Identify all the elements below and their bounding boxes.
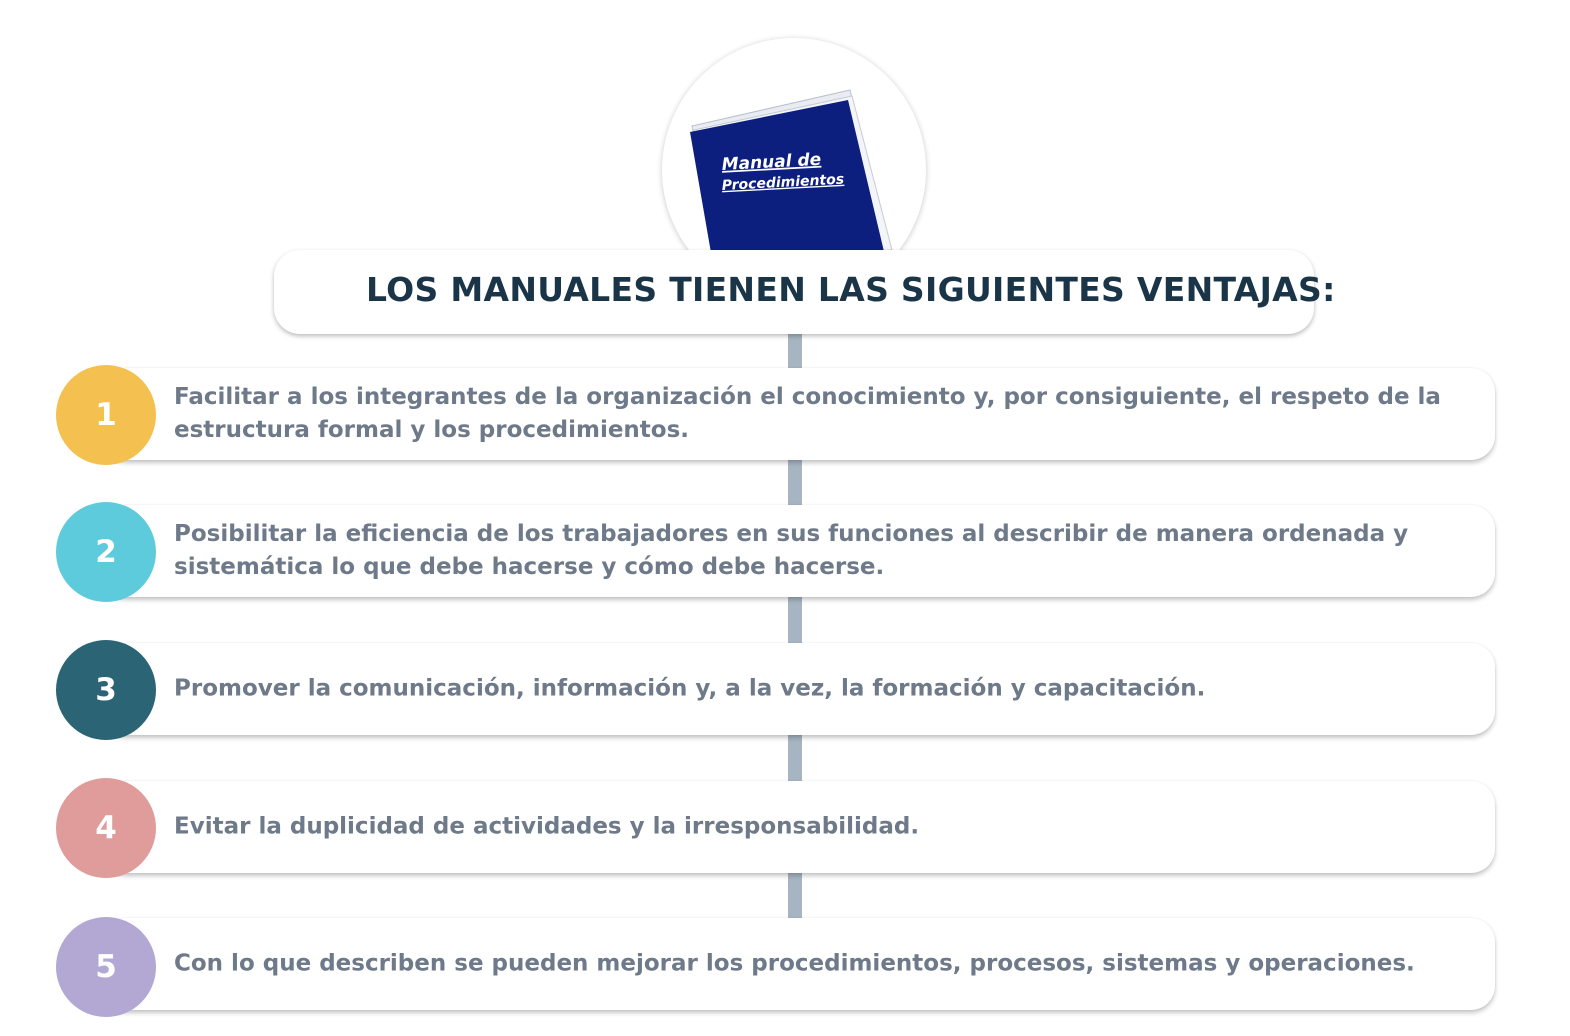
- advantage-text-3: Promover la comunicación, información y, a la vez, la formación y capacitación.: [174, 675, 1206, 702]
- number-badge-5: 5: [56, 917, 156, 1017]
- advantage-card-4: [102, 781, 1495, 873]
- advantage-text-2: Posibilitar la eficiencia de los trabajadores en sus funciones al describir de manera ordenada y sistemática lo que debe hacerse y cómo debe hacerse.: [174, 521, 1409, 580]
- connector-line: [788, 597, 802, 643]
- manual-title-line2: Procedimientos: [721, 171, 845, 194]
- connector-line: [788, 872, 802, 918]
- number-badge-4: 4: [56, 778, 156, 878]
- advantage-card-1: [102, 368, 1495, 460]
- advantage-text-5: Con lo que describen se pueden mejorar los procedimientos, procesos, sistemas y operaciones.: [174, 950, 1415, 977]
- manual-title-line1: Manual de: [721, 149, 822, 175]
- advantage-card-5: [102, 918, 1495, 1010]
- number-badge-3: 3: [56, 640, 156, 740]
- connector-line: [788, 734, 802, 782]
- advantage-card-3: [102, 643, 1495, 735]
- page-title: LOS MANUALES TIENEN LAS SIGUIENTES VENTAJAS:: [366, 270, 1336, 309]
- number-badge-1: 1: [56, 365, 156, 465]
- number-badge-2: 2: [56, 502, 156, 602]
- connector-line: [788, 334, 802, 370]
- connector-line: [788, 460, 802, 506]
- advantage-text-4: Evitar la duplicidad de actividades y la irresponsabilidad.: [174, 813, 920, 840]
- advantage-text-1: Facilitar a los integrantes de la organización el conocimiento y, por consiguiente, el respeto de la estructura formal y los procedimientos.: [174, 384, 1441, 443]
- advantage-card-2: [102, 505, 1495, 597]
- title-box: [274, 250, 1336, 334]
